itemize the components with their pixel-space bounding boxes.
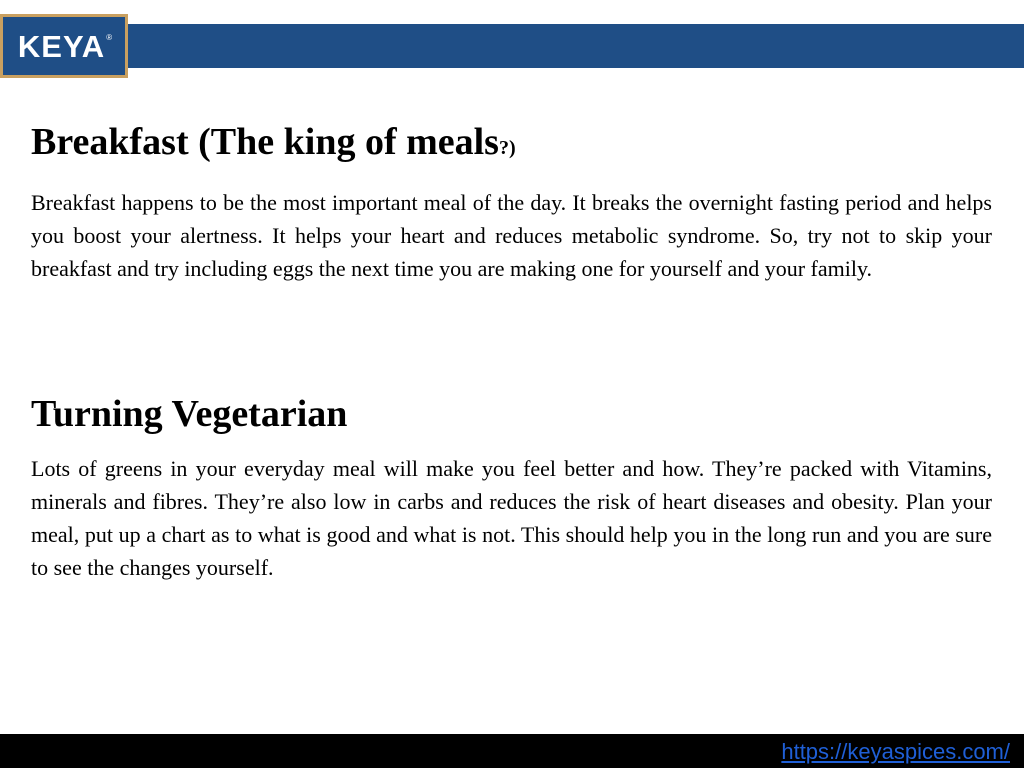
keya-logo[interactable] [0,14,128,78]
vegetarian-heading: Turning Vegetarian [31,393,348,435]
breakfast-paragraph: Breakfast happens to be the most important meal of the day. It breaks the overnight fasting period and helps you boost your alertness. It helps your heart and reduces metabolic syndrome. So, try not to skip your breakfast and try including eggs the next time you are making one for yourself and your family. [31,190,992,281]
website-link[interactable]: https://keyaspices.com/ [781,739,1010,764]
breakfast-heading-text: Breakfast (The king of meals [31,121,499,163]
footer-bar [0,734,1024,768]
breakfast-section [31,118,992,285]
breakfast-heading [31,118,992,172]
logo-text: KEYA [17,28,106,64]
header-bar [0,24,1024,68]
vegetarian-section [31,390,992,584]
vegetarian-paragraph: Lots of greens in your everyday meal will make you feel better and how. They’re packed with Vitamins, minerals and fibres. They’re also low in carbs and reduces the risk of heart diseases and obesity. Plan your meal, put up a chart as to what is good and what is not. This should help you in the long run and you are sure to see the changes yourself. [31,456,992,580]
breakfast-heading-suffix: ?) [498,137,516,159]
registered-mark: ® [106,33,113,42]
